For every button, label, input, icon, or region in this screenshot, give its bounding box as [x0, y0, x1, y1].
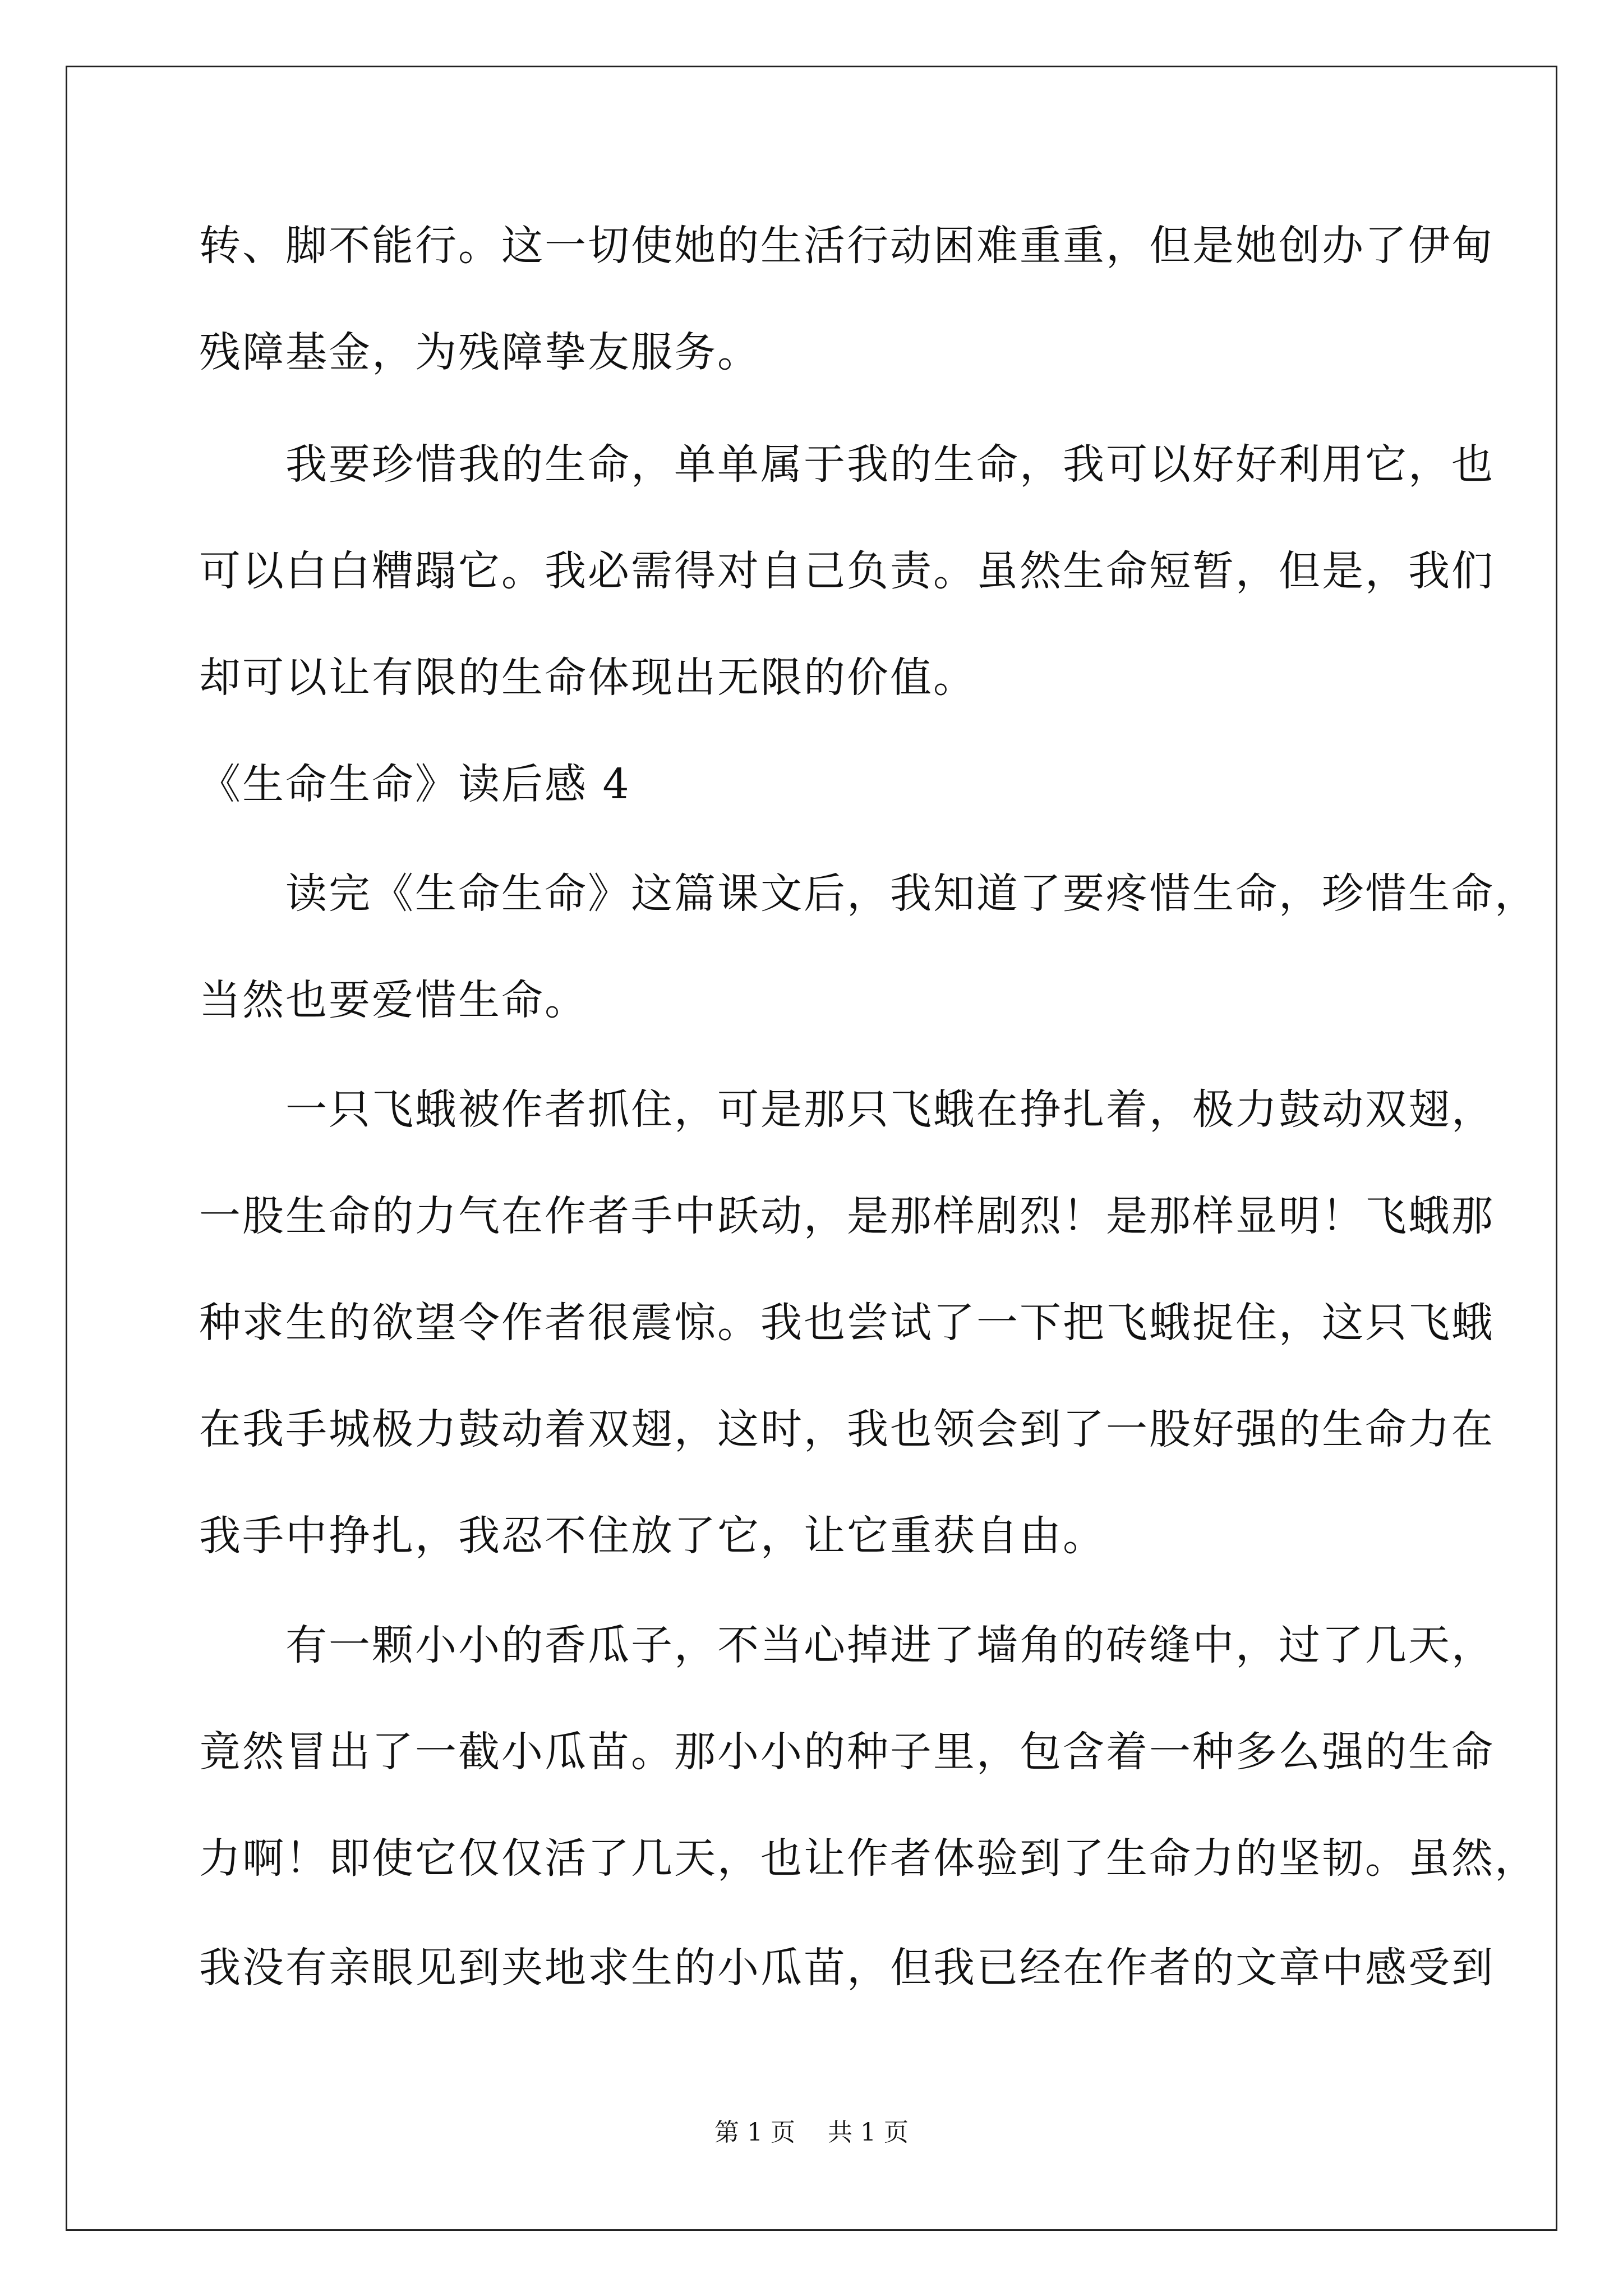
text-line-10: 一股生命的力气在作者手中跃动，是那样剧烈！是那样显明！飞蛾那: [199, 1192, 1495, 1240]
text-line-2: 残障基金，为残障挚友服务。: [199, 328, 760, 376]
text-line-14: 有一颗小小的香瓜子，不当心掉进了墙角的砖缝中，过了几天，: [199, 1621, 1495, 1669]
section-heading: 《生命生命》读后感 4: [199, 760, 631, 808]
text-line-8: 当然也要爱惜生命。: [199, 976, 588, 1024]
text-line-16: 力啊！即使它仅仅活了几天，也让作者体验到了生命力的坚韧。虽然，: [199, 1834, 1538, 1883]
text-line-17: 我没有亲眼见到夹地求生的小瓜苗，但我已经在作者的文章中感受到: [199, 1944, 1495, 1992]
text-line-13: 我手中挣扎，我忍不住放了它，让它重获自由。: [199, 1512, 1106, 1560]
page-border: [66, 66, 1557, 2231]
text-line-4: 可以白白糟蹋它。我必需得对自己负责。虽然生命短暂，但是，我们: [199, 547, 1495, 595]
text-line-7: 读完《生命生命》这篇课文后，我知道了要疼惜生命，珍惜生命，: [199, 869, 1538, 918]
text-line-1: 转、脚不能行。这一切使她的生活行动困难重重，但是她创办了伊甸: [199, 222, 1495, 270]
text-line-3: 我要珍惜我的生命，单单属于我的生命，我可以好好利用它，也: [199, 440, 1495, 489]
text-line-15: 竟然冒出了一截小瓜苗。那小小的种子里，包含着一种多么强的生命: [199, 1728, 1495, 1776]
text-line-5: 却可以让有限的生命体现出无限的价值。: [199, 654, 976, 702]
text-line-11: 种求生的欲望令作者很震惊。我也尝试了一下把飞蛾捉住，这只飞蛾: [199, 1299, 1495, 1347]
text-line-9: 一只飞蛾被作者抓住，可是那只飞蛾在挣扎着，极力鼓动双翅，: [199, 1085, 1495, 1134]
text-line-12: 在我手城极力鼓动着双翅，这时，我也领会到了一股好强的生命力在: [199, 1405, 1495, 1453]
page-number-footer: 第 1 页 共 1 页: [714, 2118, 909, 2147]
